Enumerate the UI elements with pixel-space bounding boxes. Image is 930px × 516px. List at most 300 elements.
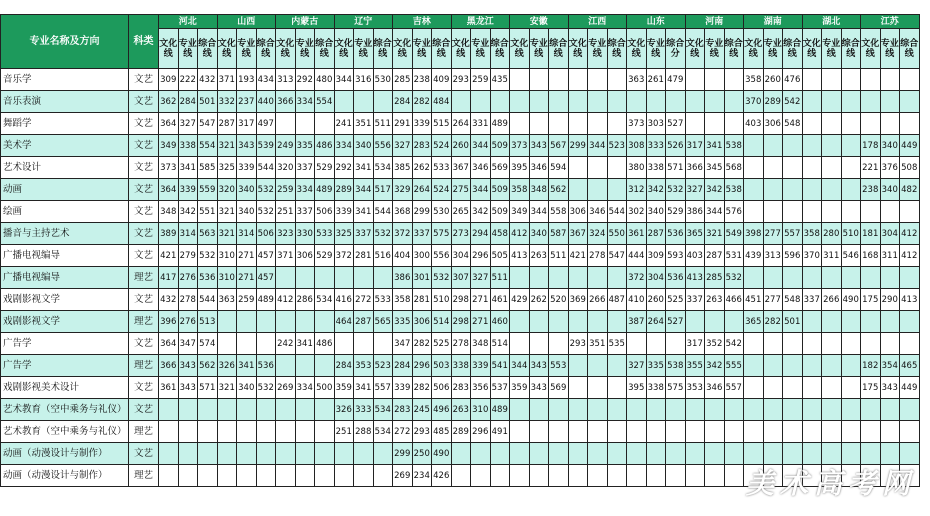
score-cell: 321 bbox=[217, 223, 237, 245]
table-row bbox=[1, 113, 920, 135]
subcol-header: 综合线 bbox=[607, 29, 627, 69]
score-cell: 310 bbox=[217, 267, 237, 289]
score-cell: 313 bbox=[276, 69, 296, 91]
score-cell: 339 bbox=[412, 113, 432, 135]
score-cell: 276 bbox=[178, 311, 198, 333]
score-cell bbox=[822, 157, 842, 179]
major-cell: 动画（动漫设计与制作） bbox=[1, 465, 129, 487]
score-cell bbox=[256, 399, 276, 421]
score-cell: 476 bbox=[783, 69, 803, 91]
score-cell: 303 bbox=[646, 113, 666, 135]
subcol-header: 专业线 bbox=[646, 29, 666, 69]
score-cell: 343 bbox=[178, 377, 198, 399]
table-row bbox=[1, 267, 920, 289]
score-cell bbox=[724, 443, 744, 465]
score-cell bbox=[822, 333, 842, 355]
score-cell: 259 bbox=[276, 179, 296, 201]
score-cell: 421 bbox=[159, 245, 179, 267]
score-cell: 503 bbox=[432, 355, 452, 377]
score-cell bbox=[471, 443, 491, 465]
score-cell: 334 bbox=[334, 135, 354, 157]
score-cell: 333 bbox=[646, 135, 666, 157]
score-cell: 334 bbox=[295, 377, 315, 399]
category-cell: 文艺 bbox=[129, 289, 159, 311]
score-cell: 569 bbox=[490, 157, 510, 179]
score-cell: 293 bbox=[412, 421, 432, 443]
score-cell: 281 bbox=[354, 245, 374, 267]
score-cell: 343 bbox=[529, 135, 549, 157]
score-cell bbox=[568, 69, 588, 91]
subcol-header: 文化线 bbox=[802, 29, 822, 69]
score-cell bbox=[217, 399, 237, 421]
score-cell bbox=[705, 443, 725, 465]
score-cell: 221 bbox=[861, 157, 881, 179]
score-cell bbox=[217, 311, 237, 333]
score-cell bbox=[510, 443, 530, 465]
score-cell bbox=[666, 465, 686, 487]
score-cell bbox=[159, 465, 179, 487]
score-cell: 262 bbox=[529, 289, 549, 311]
score-cell bbox=[510, 69, 530, 91]
score-cell bbox=[802, 267, 822, 289]
subcol-header: 综合线 bbox=[432, 29, 452, 69]
score-cell bbox=[607, 179, 627, 201]
score-cell: 168 bbox=[861, 245, 881, 267]
score-cell: 266 bbox=[588, 289, 608, 311]
score-cell bbox=[217, 465, 237, 487]
score-cell bbox=[588, 267, 608, 289]
score-cell bbox=[763, 333, 783, 355]
subcol-header: 专业线 bbox=[412, 29, 432, 69]
score-cell bbox=[627, 443, 647, 465]
score-cell: 321 bbox=[705, 223, 725, 245]
score-cell: 541 bbox=[490, 355, 510, 377]
major-cell: 美术学 bbox=[1, 135, 129, 157]
score-cell: 175 bbox=[861, 377, 881, 399]
score-cell bbox=[276, 311, 296, 333]
score-cell: 308 bbox=[627, 135, 647, 157]
score-cell bbox=[276, 267, 296, 289]
score-cell: 193 bbox=[237, 69, 257, 91]
score-cell: 359 bbox=[510, 377, 530, 399]
score-cell: 334 bbox=[295, 179, 315, 201]
score-cell bbox=[744, 267, 764, 289]
score-cell: 546 bbox=[841, 245, 861, 267]
score-cell bbox=[900, 69, 920, 91]
score-cell: 279 bbox=[178, 245, 198, 267]
score-cell: 275 bbox=[451, 179, 471, 201]
score-cell: 349 bbox=[510, 201, 530, 223]
score-cell: 439 bbox=[744, 245, 764, 267]
score-cell: 289 bbox=[763, 91, 783, 113]
score-cell bbox=[666, 91, 686, 113]
major-cell: 广告学 bbox=[1, 333, 129, 355]
score-cell bbox=[529, 399, 549, 421]
province-header: 河北 bbox=[159, 15, 218, 29]
score-cell: 451 bbox=[744, 289, 764, 311]
score-cell: 314 bbox=[237, 223, 257, 245]
score-cell: 376 bbox=[880, 157, 900, 179]
score-cell bbox=[568, 311, 588, 333]
score-cell: 317 bbox=[685, 333, 705, 355]
score-cell: 265 bbox=[451, 201, 471, 223]
score-cell: 296 bbox=[471, 421, 491, 443]
score-cell: 486 bbox=[315, 135, 335, 157]
score-cell: 264 bbox=[451, 113, 471, 135]
score-cell bbox=[783, 201, 803, 223]
table-row bbox=[1, 69, 920, 91]
score-cell: 403 bbox=[685, 245, 705, 267]
score-cell: 272 bbox=[393, 421, 413, 443]
score-cell: 353 bbox=[354, 355, 374, 377]
score-cell bbox=[900, 267, 920, 289]
score-cell: 287 bbox=[705, 245, 725, 267]
score-cell bbox=[549, 69, 569, 91]
score-cell: 562 bbox=[198, 355, 218, 377]
subcol-header: 综合线 bbox=[549, 29, 569, 69]
score-cell: 395 bbox=[510, 157, 530, 179]
score-cell bbox=[841, 157, 861, 179]
score-cell bbox=[588, 69, 608, 91]
score-cell: 533 bbox=[432, 157, 452, 179]
score-cell bbox=[588, 157, 608, 179]
score-cell: 490 bbox=[432, 443, 452, 465]
table-row bbox=[1, 245, 920, 267]
score-cell: 571 bbox=[666, 157, 686, 179]
score-cell bbox=[588, 91, 608, 113]
score-cell: 449 bbox=[900, 135, 920, 157]
score-cell: 432 bbox=[159, 289, 179, 311]
score-cell: 346 bbox=[588, 201, 608, 223]
score-cell: 484 bbox=[432, 91, 452, 113]
score-cell bbox=[607, 421, 627, 443]
score-cell bbox=[276, 113, 296, 135]
score-cell: 358 bbox=[510, 179, 530, 201]
score-cell bbox=[685, 465, 705, 487]
subcol-header: 专业线 bbox=[237, 29, 257, 69]
score-cell: 323 bbox=[276, 223, 296, 245]
score-cell: 340 bbox=[237, 377, 257, 399]
score-cell bbox=[529, 443, 549, 465]
subcol-header: 专业线 bbox=[705, 29, 725, 69]
score-cell bbox=[159, 421, 179, 443]
major-cell: 戏剧影视文学 bbox=[1, 289, 129, 311]
category-cell: 理艺 bbox=[129, 421, 159, 443]
major-cell: 舞蹈学 bbox=[1, 113, 129, 135]
score-cell: 329 bbox=[393, 179, 413, 201]
score-cell bbox=[822, 113, 842, 135]
score-cell: 341 bbox=[237, 355, 257, 377]
score-cell: 325 bbox=[217, 157, 237, 179]
score-cell: 335 bbox=[295, 135, 315, 157]
score-cell bbox=[276, 465, 296, 487]
score-cell: 542 bbox=[724, 333, 744, 355]
score-cell bbox=[724, 465, 744, 487]
score-cell: 398 bbox=[744, 223, 764, 245]
score-cell bbox=[685, 69, 705, 91]
score-cell bbox=[529, 69, 549, 91]
category-cell: 文艺 bbox=[129, 113, 159, 135]
score-cell: 287 bbox=[217, 113, 237, 135]
table-row bbox=[1, 289, 920, 311]
major-cell: 动画（动漫设计与制作） bbox=[1, 443, 129, 465]
score-cell bbox=[373, 465, 393, 487]
score-cell: 386 bbox=[393, 267, 413, 289]
category-cell: 文艺 bbox=[129, 179, 159, 201]
score-cell: 181 bbox=[861, 223, 881, 245]
score-cell bbox=[568, 355, 588, 377]
major-cell: 广播电视编导 bbox=[1, 245, 129, 267]
subcol-header: 文化线 bbox=[393, 29, 413, 69]
score-cell: 457 bbox=[256, 245, 276, 267]
score-cell bbox=[724, 91, 744, 113]
score-cell: 547 bbox=[198, 113, 218, 135]
score-cell: 287 bbox=[354, 311, 374, 333]
score-cell bbox=[549, 91, 569, 113]
score-cell: 351 bbox=[354, 113, 374, 135]
province-header: 山东 bbox=[627, 15, 686, 29]
score-cell bbox=[529, 113, 549, 135]
score-cell: 280 bbox=[822, 223, 842, 245]
category-cell: 理艺 bbox=[129, 355, 159, 377]
subcol-header: 专业线 bbox=[354, 29, 374, 69]
score-cell: 341 bbox=[354, 157, 374, 179]
score-cell bbox=[529, 91, 549, 113]
score-cell: 532 bbox=[373, 223, 393, 245]
score-cell bbox=[549, 399, 569, 421]
score-cell: 449 bbox=[900, 377, 920, 399]
score-cell: 361 bbox=[159, 377, 179, 399]
score-cell bbox=[802, 333, 822, 355]
score-cell bbox=[490, 443, 510, 465]
major-cell: 艺术设计 bbox=[1, 157, 129, 179]
score-cell: 511 bbox=[373, 113, 393, 135]
score-cell: 345 bbox=[705, 157, 725, 179]
score-cell bbox=[744, 421, 764, 443]
score-cell bbox=[861, 267, 881, 289]
score-cell bbox=[783, 399, 803, 421]
score-cell: 544 bbox=[198, 289, 218, 311]
score-cell bbox=[237, 443, 257, 465]
score-cell: 404 bbox=[393, 245, 413, 267]
score-cell bbox=[588, 465, 608, 487]
score-cell: 372 bbox=[393, 223, 413, 245]
score-cell bbox=[861, 69, 881, 91]
score-cell bbox=[549, 267, 569, 289]
score-cell bbox=[568, 465, 588, 487]
score-cell: 346 bbox=[529, 157, 549, 179]
score-cell: 304 bbox=[646, 267, 666, 289]
subcol-header: 专业线 bbox=[763, 29, 783, 69]
score-cell: 413 bbox=[900, 289, 920, 311]
score-cell: 346 bbox=[471, 157, 491, 179]
score-cell: 311 bbox=[822, 245, 842, 267]
score-cell: 327 bbox=[627, 355, 647, 377]
score-cell bbox=[588, 443, 608, 465]
score-cell: 529 bbox=[666, 201, 686, 223]
score-cell: 536 bbox=[666, 267, 686, 289]
score-cell: 509 bbox=[490, 179, 510, 201]
score-cell bbox=[666, 333, 686, 355]
score-cell: 525 bbox=[666, 289, 686, 311]
score-cell: 593 bbox=[666, 245, 686, 267]
score-cell bbox=[276, 443, 296, 465]
score-cell: 489 bbox=[490, 399, 510, 421]
score-cell bbox=[568, 267, 588, 289]
score-cell: 259 bbox=[471, 69, 491, 91]
score-cell: 557 bbox=[373, 377, 393, 399]
score-cell: 351 bbox=[588, 333, 608, 355]
score-cell bbox=[841, 421, 861, 443]
score-cell: 364 bbox=[159, 333, 179, 355]
score-cell bbox=[198, 443, 218, 465]
score-cell bbox=[900, 399, 920, 421]
score-cell: 524 bbox=[432, 179, 452, 201]
score-cell bbox=[841, 201, 861, 223]
score-cell: 251 bbox=[334, 421, 354, 443]
score-cell bbox=[295, 465, 315, 487]
table-row bbox=[1, 421, 920, 443]
score-cell bbox=[178, 399, 198, 421]
score-cell: 260 bbox=[646, 289, 666, 311]
score-cell: 284 bbox=[393, 91, 413, 113]
score-cell bbox=[900, 421, 920, 443]
score-cell: 527 bbox=[666, 113, 686, 135]
score-cell: 342 bbox=[471, 201, 491, 223]
score-cell: 266 bbox=[822, 289, 842, 311]
score-cell: 506 bbox=[432, 377, 452, 399]
score-cell: 368 bbox=[393, 201, 413, 223]
score-cell: 510 bbox=[841, 223, 861, 245]
score-cell bbox=[256, 465, 276, 487]
score-cell: 282 bbox=[412, 377, 432, 399]
subcol-header: 文化线 bbox=[334, 29, 354, 69]
score-cell: 269 bbox=[393, 465, 413, 487]
score-cell: 536 bbox=[198, 267, 218, 289]
score-cell bbox=[802, 201, 822, 223]
score-cell: 529 bbox=[315, 245, 335, 267]
score-cell bbox=[646, 421, 666, 443]
score-cell: 291 bbox=[393, 113, 413, 135]
score-cell bbox=[451, 443, 471, 465]
score-cell: 556 bbox=[373, 135, 393, 157]
score-cell: 331 bbox=[471, 113, 491, 135]
score-cell bbox=[744, 333, 764, 355]
score-cell: 482 bbox=[900, 179, 920, 201]
score-cell: 333 bbox=[354, 399, 374, 421]
score-cell: 538 bbox=[724, 179, 744, 201]
subcol-header: 专业线 bbox=[471, 29, 491, 69]
score-cell bbox=[256, 421, 276, 443]
province-header: 黑龙江 bbox=[451, 15, 510, 29]
score-cell: 464 bbox=[334, 311, 354, 333]
score-cell: 327 bbox=[178, 113, 198, 135]
score-cell bbox=[724, 69, 744, 91]
score-cell bbox=[490, 91, 510, 113]
score-cell bbox=[841, 179, 861, 201]
score-cell bbox=[861, 333, 881, 355]
province-header: 江西 bbox=[568, 15, 627, 29]
score-cell: 366 bbox=[685, 157, 705, 179]
score-cell: 520 bbox=[549, 289, 569, 311]
score-cell bbox=[607, 377, 627, 399]
score-cell: 341 bbox=[705, 135, 725, 157]
score-cell bbox=[822, 267, 842, 289]
score-cell: 310 bbox=[471, 399, 491, 421]
score-cell bbox=[529, 311, 549, 333]
score-cell bbox=[783, 179, 803, 201]
score-cell: 369 bbox=[568, 289, 588, 311]
score-cell: 364 bbox=[159, 113, 179, 135]
score-cell bbox=[451, 465, 471, 487]
score-cell: 373 bbox=[159, 157, 179, 179]
score-cell bbox=[451, 91, 471, 113]
score-cell bbox=[646, 465, 666, 487]
score-cell: 371 bbox=[276, 245, 296, 267]
score-cell bbox=[529, 465, 549, 487]
score-cell bbox=[880, 113, 900, 135]
score-cell: 282 bbox=[412, 333, 432, 355]
score-cell: 534 bbox=[373, 421, 393, 443]
score-cell: 178 bbox=[861, 135, 881, 157]
score-cell: 249 bbox=[276, 135, 296, 157]
score-cell: 562 bbox=[549, 179, 569, 201]
score-cell bbox=[744, 201, 764, 223]
score-cell bbox=[802, 399, 822, 421]
score-cell: 320 bbox=[276, 157, 296, 179]
score-cell: 283 bbox=[393, 399, 413, 421]
score-cell bbox=[880, 91, 900, 113]
score-cell: 403 bbox=[744, 113, 764, 135]
score-cell: 557 bbox=[783, 223, 803, 245]
score-cell: 527 bbox=[666, 311, 686, 333]
score-cell bbox=[841, 333, 861, 355]
score-cell: 343 bbox=[529, 377, 549, 399]
score-cell: 314 bbox=[178, 223, 198, 245]
score-cell bbox=[783, 377, 803, 399]
score-cell bbox=[900, 333, 920, 355]
score-cell bbox=[802, 135, 822, 157]
score-cell: 269 bbox=[276, 377, 296, 399]
score-cell: 260 bbox=[451, 135, 471, 157]
score-cell: 356 bbox=[471, 377, 491, 399]
score-cell: 277 bbox=[763, 223, 783, 245]
score-cell bbox=[783, 135, 803, 157]
score-cell: 515 bbox=[432, 113, 452, 135]
score-cell bbox=[607, 465, 627, 487]
score-cell: 523 bbox=[607, 135, 627, 157]
score-cell: 340 bbox=[354, 135, 374, 157]
score-cell bbox=[354, 443, 374, 465]
score-cell: 346 bbox=[705, 377, 725, 399]
score-cell: 532 bbox=[256, 179, 276, 201]
score-cell bbox=[861, 311, 881, 333]
score-cell bbox=[549, 333, 569, 355]
table-row bbox=[1, 399, 920, 421]
score-cell bbox=[529, 333, 549, 355]
score-cell: 316 bbox=[354, 69, 374, 91]
score-cell: 338 bbox=[646, 377, 666, 399]
score-cell bbox=[568, 399, 588, 421]
score-cell bbox=[880, 69, 900, 91]
score-cell bbox=[510, 113, 530, 135]
score-cell bbox=[237, 465, 257, 487]
score-cell bbox=[685, 311, 705, 333]
score-cell: 338 bbox=[646, 157, 666, 179]
score-cell: 340 bbox=[529, 223, 549, 245]
score-cell: 286 bbox=[295, 289, 315, 311]
score-cell bbox=[588, 399, 608, 421]
